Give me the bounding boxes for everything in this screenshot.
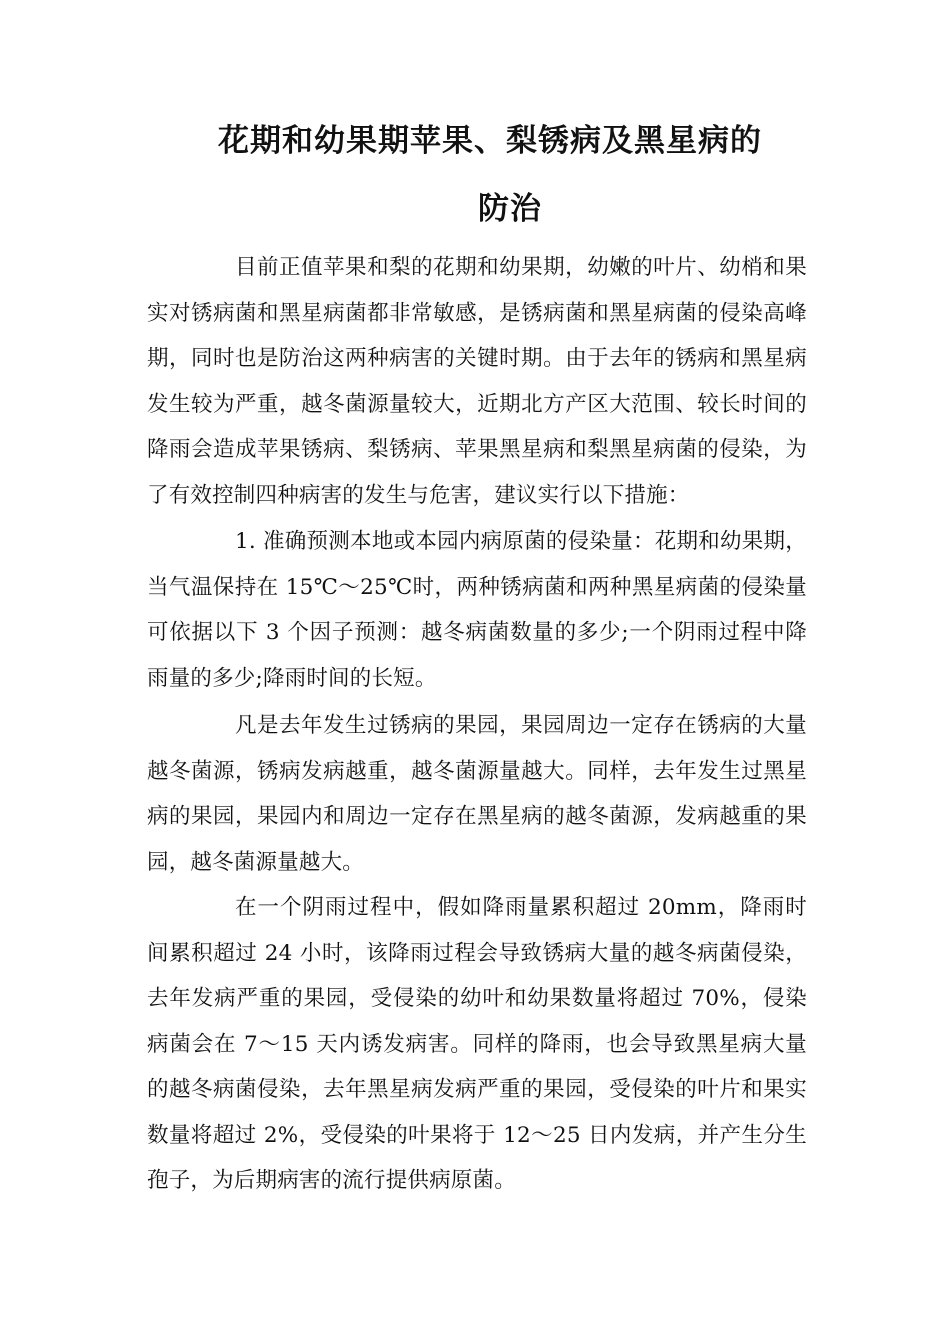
paragraph-overwintering-source: 凡是去年发生过锈病的果园，果园周边一定存在锈病的大量越冬菌源，锈病发病越重，越冬菌源量越大。同样，去年发生过黑星病的果园，果园内和周边一定存在黑星病的越冬菌源，发病越重的果园，越冬菌源量越大。 bbox=[147, 713, 807, 875]
document-title-line-1: 花期和幼果期苹果、梨锈病及黑星病的 bbox=[218, 123, 762, 159]
paragraph-intro: 目前正值苹果和梨的花期和幼果期，幼嫩的叶片、幼梢和果实对锈病菌和黑星病菌都非常敏感，是锈病菌和黑星病菌的侵染高峰期，同时也是防治这两种病害的关键时期。由于去年的锈病和黑星病发生较为严重，越冬菌源量较大，近期北方产区大范围、较长时间的降雨会造成苹果锈病、梨锈病、苹果黑星病和梨黑星病菌的侵染，为了有效控制四种病害的发生与危害，建议实行以下措施： bbox=[147, 255, 807, 508]
document-title-line-2: 防治 bbox=[478, 191, 542, 227]
paragraph-rainfall-infection: 在一个阴雨过程中，假如降雨量累积超过 20mm，降雨时间累积超过 24 小时，该降雨过程会导致锈病大量的越冬病菌侵染，去年发病严重的果园，受侵染的幼叶和幼果数量将超过 70%，侵染病菌会在 7～15 天内诱发病害。同样的降雨，也会导致黑星病大量的越冬病菌侵染，去年黑星病发病严重的果园，受侵染的叶片和果实数量将超过 2%，受侵染的叶果将于 12～25 日内发病，并产生分生孢子，为后期病害的流行提供病原菌。 bbox=[147, 895, 807, 1193]
paragraph-prediction: 1. 准确预测本地或本园内病原菌的侵染量：花期和幼果期，当气温保持在 15℃～25℃时，两种锈病菌和两种黑星病菌的侵染量可依据以下 3 个因子预测：越冬病菌数量的多少;一个阴雨过程中降雨量的多少;降雨时间的长短。 bbox=[147, 529, 807, 691]
